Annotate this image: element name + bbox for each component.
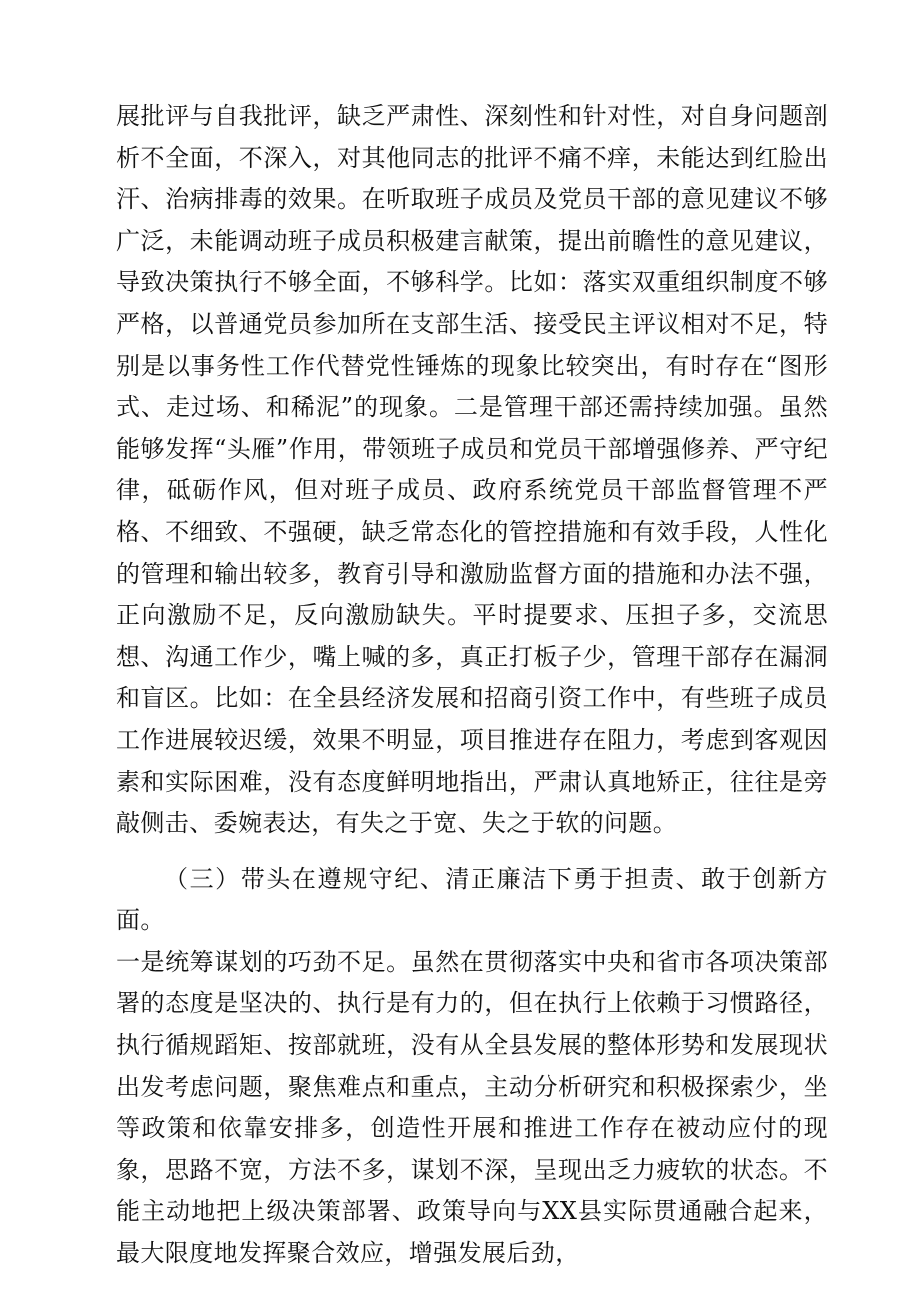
- section-heading-three: （三）带头在遵规守纪、清正廉洁下勇于担责、敢于创新方面。: [116, 864, 828, 935]
- document-body: [116, 96, 828, 1275]
- paragraph-planning-issues: 一是统筹谋划的巧劲不足。虽然在贯彻落实中央和省市各项决策部署的态度是坚决的、执行是有力的，但在执行上依赖于习惯路径，执行循规蹈矩、按部就班，没有从全县发展的整体形势和发展现状出发考虑问题，聚焦难点和重点，主动分析研究和积极探索少，坐等政策和依靠安排多，创造性开展和推进工作存在被动应付的现象，思路不宽，方法不多，谋划不深，呈现出乏力疲软的状态。不能主动地把上级决策部署、政策导向与XX县实际贯通融合起来，最大限度地发挥聚合效应，增强发展后劲，: [116, 947, 828, 1268]
- paragraph-management-issues: 展批评与自我批评，缺乏严肃性、深刻性和针对性，对自身问题剖析不全面，不深入，对其他同志的批评不痛不痒，未能达到红脸出汗、治病排毒的效果。在听取班子成员及党员干部的意见建议不够广泛，未能调动班子成员积极建言献策，提出前瞻性的意见建议，导致决策执行不够全面，不够科学。比如：落实双重组织制度不够严格，以普通党员参加所在支部生活、接受民主评议相对不足，特别是以事务性工作代替党性锤炼的现象比较突出，有时存在“图形式、走过场、和稀泥”的现象。二是管理干部还需持续加强。虽然能够发挥“头雁”作用，带领班子成员和党员干部增强修养、严守纪律，砥砺作风，但对班子成员、政府系统党员干部监督管理不严格、不细致、不强硬，缺乏常态化的管控措施和有效手段，人性化的管理和输出较多，教育引导和激励监督方面的措施和办法不强，正向激励不足，反向激励缺失。平时提要求、压担子多，交流思想、沟通工作少，嘴上喊的多，真正打板子少，管理干部存在漏洞和盲区。比如：在全县经济发展和招商引资工作中，有些班子成员工作进展较迟缓，效果不明显，项目推进存在阻力，考虑到客观因素和实际困难，没有态度鲜明地指出，严肃认真地矫正，往往是旁敲侧击、委婉表达，有失之于宽、失之于软的问题。: [116, 102, 828, 838]
